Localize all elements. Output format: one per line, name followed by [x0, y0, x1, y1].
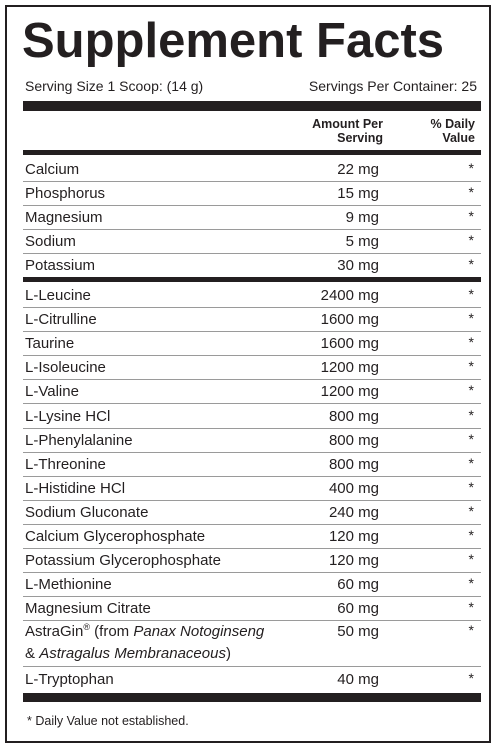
ingredient-amount: 1200 mg — [320, 383, 379, 401]
ingredient-daily-value: * — [468, 454, 474, 471]
ingredient-name: Calcium — [25, 161, 80, 178]
ingredient-daily-value: * — [468, 406, 474, 423]
ingredient-name: L-Valine — [25, 383, 79, 401]
ingredient-name: L-Leucine — [25, 287, 91, 304]
ingredient-amount: 800 mg — [328, 407, 379, 425]
ingredient-amount: 9 mg — [345, 209, 379, 226]
astragin-close-paren: ) — [225, 645, 231, 662]
ingredient-name: L-Tryptophan — [25, 671, 114, 688]
ingredient-row — [23, 379, 481, 404]
ingredient-row — [23, 476, 481, 501]
ingredient-row — [23, 572, 481, 597]
ingredient-name: L-Citrulline — [25, 311, 97, 329]
ingredient-row — [23, 548, 481, 573]
amount-per-serving-header — [283, 117, 383, 145]
astragin-ampersand: & — [25, 645, 40, 662]
ingredient-name: L-Methionine — [25, 576, 112, 594]
ingredient-name: L-Histidine HCl — [25, 479, 126, 497]
ingredient-daily-value: * — [468, 430, 474, 447]
registered-mark: ® — [83, 622, 90, 632]
ingredient-row — [23, 404, 481, 429]
ingredient-amount: 120 mg — [328, 552, 379, 570]
astragin-brand: AstraGin — [25, 623, 84, 640]
ingredient-name: Magnesium Citrate — [25, 600, 151, 618]
ingredient-row — [23, 524, 481, 549]
ingredient-daily-value: * — [468, 670, 474, 686]
column-header-divider — [23, 150, 481, 155]
serving-size: Serving Size 1 Scoop: (14 g) — [25, 78, 204, 94]
ingredient-row — [23, 331, 481, 356]
astragin-source-1: Panax Notoginseng — [133, 623, 265, 640]
mineral-row — [23, 253, 481, 277]
servings-per-container: Servings Per Container: 25 — [308, 78, 477, 94]
amount-header-line1: Amount Per — [312, 117, 383, 131]
ingredient-amount: 5 mg — [345, 233, 379, 250]
ingredient-daily-value: * — [468, 256, 474, 272]
ingredient-daily-value: * — [468, 599, 474, 616]
amount-header-line2: Serving — [337, 131, 383, 145]
ingredient-name — [25, 621, 264, 665]
ingredient-daily-value: * — [468, 382, 474, 399]
daily-value-header — [431, 117, 475, 145]
ingredient-amount: 60 mg — [337, 600, 379, 618]
ingredient-name: L-Isoleucine — [25, 359, 106, 377]
ingredient-daily-value: * — [468, 208, 474, 224]
mineral-row — [23, 157, 481, 182]
ingredient-amount: 50 mg — [337, 623, 379, 640]
dv-header-line1: % Daily — [430, 117, 475, 131]
mineral-row — [23, 181, 481, 206]
bottom-divider-bar — [23, 693, 481, 702]
ingredient-amount: 60 mg — [337, 576, 379, 594]
ingredient-name: L-Lysine HCl — [25, 407, 111, 425]
ingredient-name: Sodium Gluconate — [25, 503, 149, 521]
ingredient-name: Potassium Glycerophosphate — [25, 552, 221, 570]
panel-title: Supplement Facts — [22, 14, 445, 68]
ingredient-name: Sodium — [25, 233, 76, 250]
ingredient-daily-value: * — [468, 358, 474, 375]
ingredient-row — [23, 452, 481, 477]
ingredient-daily-value: * — [468, 622, 474, 638]
ingredient-daily-value: * — [468, 334, 474, 351]
ingredient-row-astragin — [23, 619, 481, 667]
astragin-from-text: (from — [90, 623, 134, 640]
ingredient-amount: 1600 mg — [320, 311, 379, 329]
ingredient-amount: 800 mg — [328, 431, 379, 449]
ingredient-daily-value: * — [468, 184, 474, 200]
ingredient-name: Calcium Glycerophosphate — [25, 528, 206, 545]
ingredient-row — [23, 283, 481, 308]
ingredient-daily-value: * — [468, 527, 474, 543]
ingredient-amount: 1200 mg — [320, 359, 379, 377]
ingredient-name: L-Threonine — [25, 455, 106, 473]
ingredient-row — [23, 500, 481, 525]
footnote: * Daily Value not established. — [27, 714, 189, 728]
ingredient-row-tryptophan — [23, 667, 481, 691]
ingredient-amount: 30 mg — [337, 257, 379, 274]
ingredient-row — [23, 307, 481, 332]
ingredient-row — [23, 428, 481, 453]
astragin-source-2: Astragalus Membranaceous — [39, 645, 226, 662]
ingredient-name: Magnesium — [25, 209, 103, 226]
mineral-row — [23, 229, 481, 254]
ingredient-name: Potassium — [25, 257, 96, 274]
header-divider-bar — [23, 101, 481, 111]
ingredient-amount: 400 mg — [328, 479, 379, 497]
ingredient-daily-value: * — [468, 160, 474, 176]
ingredient-name: L-Phenylalanine — [25, 431, 133, 449]
ingredient-row — [23, 596, 481, 621]
ingredient-daily-value: * — [468, 478, 474, 495]
ingredient-amount: 15 mg — [337, 185, 379, 202]
ingredient-row — [23, 355, 481, 380]
ingredient-amount: 120 mg — [328, 528, 379, 545]
mineral-section-divider — [23, 277, 481, 282]
ingredient-daily-value: * — [468, 232, 474, 248]
ingredient-name: Phosphorus — [25, 185, 106, 202]
supplement-facts-panel — [5, 5, 491, 743]
ingredient-daily-value: * — [468, 551, 474, 568]
dv-header-line2: Value — [442, 131, 475, 145]
ingredient-amount: 2400 mg — [320, 287, 379, 304]
ingredient-amount: 240 mg — [328, 503, 379, 521]
ingredient-amount: 22 mg — [337, 161, 379, 178]
ingredient-daily-value: * — [468, 575, 474, 592]
ingredient-daily-value: * — [468, 502, 474, 519]
ingredient-name: Taurine — [25, 335, 75, 353]
ingredient-amount: 1600 mg — [320, 335, 379, 353]
ingredient-daily-value: * — [468, 310, 474, 327]
ingredient-amount: 40 mg — [337, 671, 379, 688]
ingredient-daily-value: * — [468, 286, 474, 302]
mineral-row — [23, 205, 481, 230]
ingredient-amount: 800 mg — [328, 455, 379, 473]
